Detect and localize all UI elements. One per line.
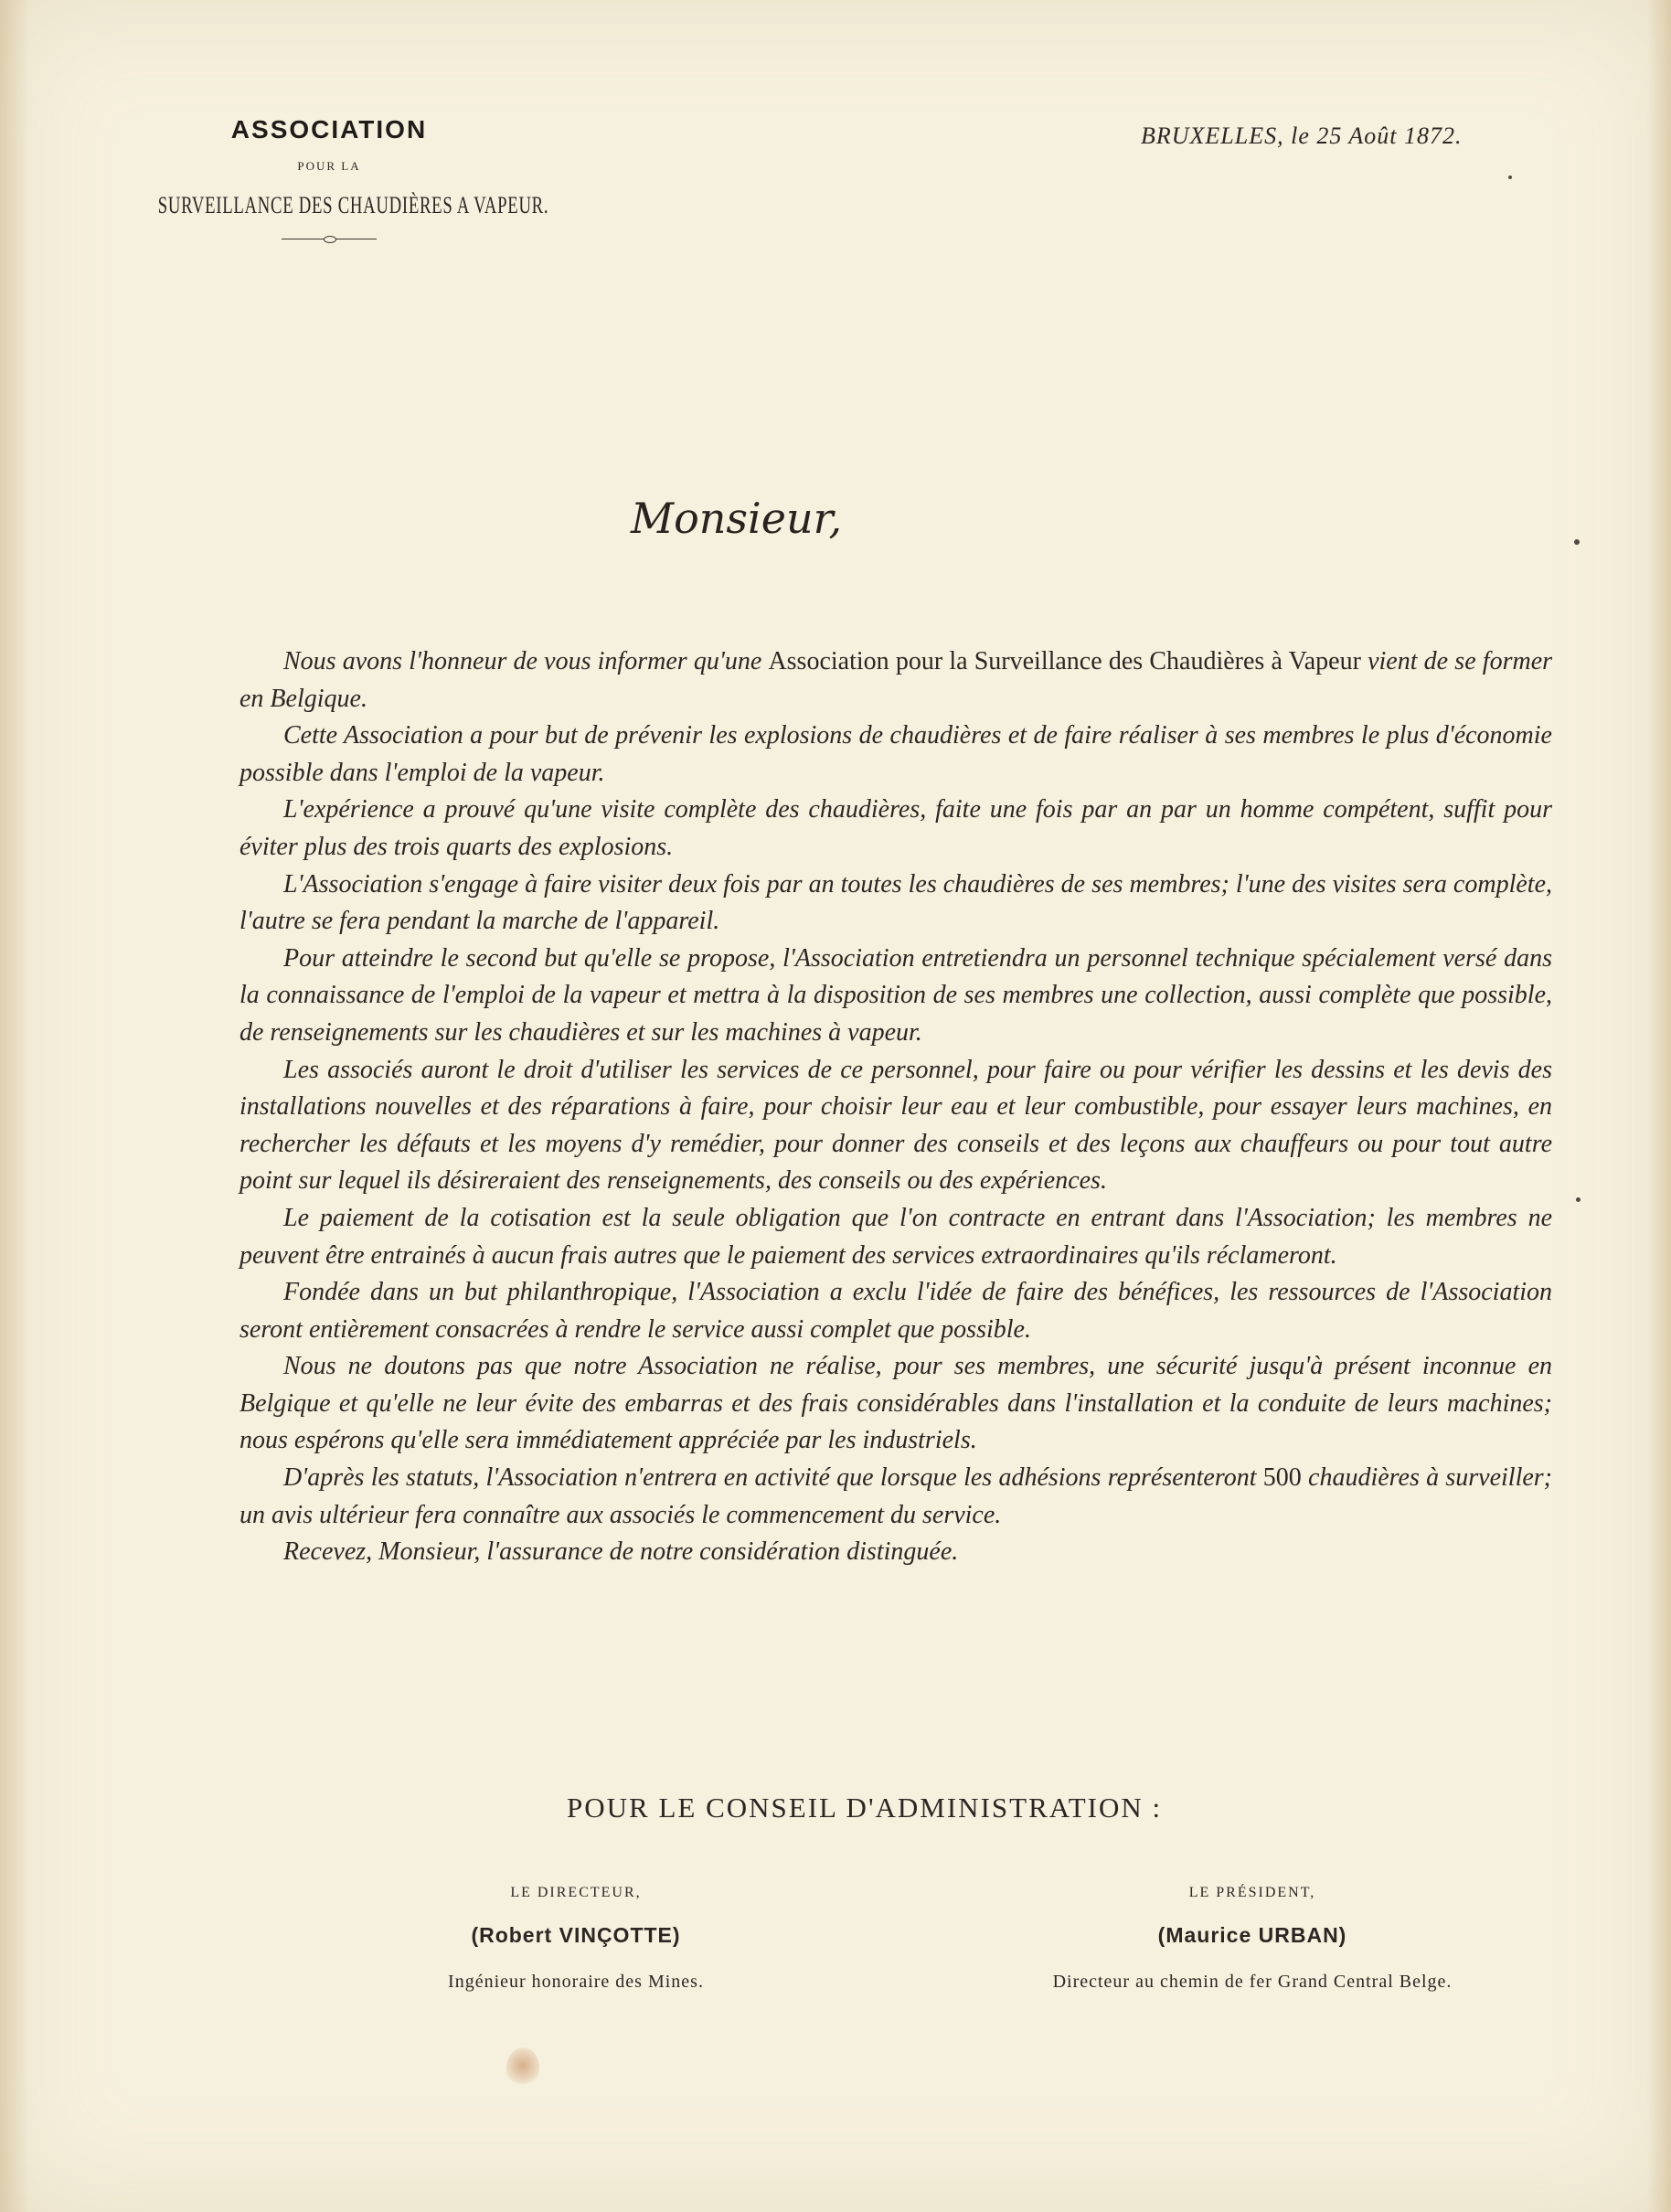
- signature-director: [384, 1885, 768, 1993]
- council-heading: POUR LE CONSEIL D'ADMINISTRATION :: [567, 1792, 1163, 1824]
- paragraph-4: L'Association s'engage à faire visiter deux fois par an toutes les chaudières de ses membres; l'une des visites sera complète, l'autre se fera pendant la marche de l'appareil.: [239, 869, 1552, 936]
- president-role: LE PRÉSIDENT,: [1188, 1885, 1316, 1900]
- ink-stain: [506, 2047, 539, 2088]
- letterhead-subtitle: SURVEILLANCE DES CHAUDIÈRES A VAPEUR.: [157, 192, 549, 218]
- paragraph-6: Les associés auront le droit d'utiliser les services de ce personnel, pour faire ou pour vérifier les dessins et les devis des installations nouvelles et des réparations à faire, pour choisir leur eau et leur combustible, pour essayer leurs machines, en rechercher les défauts et les moyens d'y remédier, pour donner des conseils et des leçons aux chauffeurs ou pour tout autre point sur lequel ils désireraient des renseignements, des conseils ou des expériences.: [239, 1055, 1552, 1196]
- paragraph-8: Fondée dans un but philanthropique, l'Association a exclu l'idée de faire des bénéfices, les ressources de l'Association seront entièrement consacrées à rendre le service aussi complet que possible.: [239, 1278, 1552, 1344]
- paragraph-11: Recevez, Monsieur, l'assurance de notre considération distinguée.: [283, 1537, 959, 1567]
- letterhead-pour-la: POUR LA: [297, 159, 361, 173]
- letter-body: [239, 643, 1552, 1571]
- paragraph-1-start: Nous avons l'honneur de vous informer qu'une: [283, 647, 769, 675]
- ink-dot: [1508, 175, 1512, 179]
- paragraph-2: Cette Association a pour but de prévenir les explosions de chaudières et de faire réaliser à ses membres le plus d'économie possible dans l'emploi de la vapeur.: [239, 721, 1552, 787]
- dateline: BRUXELLES, le 25 Août 1872.: [1141, 122, 1463, 149]
- paragraph-7: Le paiement de la cotisation est la seule obligation que l'on contracte en entrant dans l'Association; les membres ne peuvent être entrainés à aucun frais autres que le paiement des services extraordinaires qu'ils réclameront.: [239, 1203, 1552, 1270]
- director-role: LE DIRECTEUR,: [510, 1885, 642, 1900]
- paragraph-9: Nous ne doutons pas que notre Association ne réalise, pour ses membres, une sécurité jusqu'à présent inconnue en Belgique et qu'elle ne leur évite des embarras et des frais considérables dans l'installation et la conduite de leurs machines; nous espérons qu'elle sera immédiatement appréciée par les industriels.: [239, 1352, 1552, 1455]
- signature-president: [996, 1885, 1508, 1993]
- letterhead-title: ASSOCIATION: [230, 115, 428, 144]
- salutation: Monsieur,: [631, 494, 843, 543]
- ornament-divider: [282, 236, 377, 243]
- paragraph-10-start: D'après les statuts, l'Association n'entrera en activité que lorsque les adhésions représenteront: [283, 1463, 1263, 1493]
- paragraph-1: [239, 643, 1552, 718]
- paragraph-10: [239, 1460, 1552, 1534]
- president-name: (Maurice URBAN): [1157, 1923, 1347, 1947]
- ink-dot: [1574, 539, 1580, 545]
- director-name: (Robert VINÇOTTE): [471, 1923, 681, 1947]
- president-title: Directeur au chemin de fer Grand Central Belge.: [1052, 1972, 1453, 1992]
- paragraph-1-end: vient de se former en Belgique.: [239, 647, 1553, 713]
- letterhead: [91, 115, 567, 243]
- paragraph-5: Pour atteindre le second but qu'elle se propose, l'Association entretiendra un personnel technique spécialement versé dans la connaissance de l'emploi de la vapeur et mettra à la disposition de ses membres une collection, aussi complète que possible, de renseignements sur les chaudières et sur les machines à vapeur.: [239, 943, 1552, 1047]
- paper-edge-right: [1647, 0, 1671, 2212]
- director-title: Ingénieur honoraire des Mines.: [448, 1972, 704, 1992]
- paragraph-10-end: chaudières à surveiller; un avis ultérieur fera connaître aux associés le commencement du service.: [239, 1463, 1553, 1529]
- association-name: Association pour la Surveillance des Chaudières à Vapeur: [768, 647, 1361, 675]
- paper-edge-left: [0, 0, 29, 2212]
- boiler-count: 500: [1262, 1463, 1302, 1493]
- paragraph-3: L'expérience a prouvé qu'une visite complète des chaudières, faite une fois par an par un homme compétent, suffit pour éviter plus des trois quarts des explosions.: [239, 795, 1552, 861]
- ink-dot: [1576, 1197, 1581, 1202]
